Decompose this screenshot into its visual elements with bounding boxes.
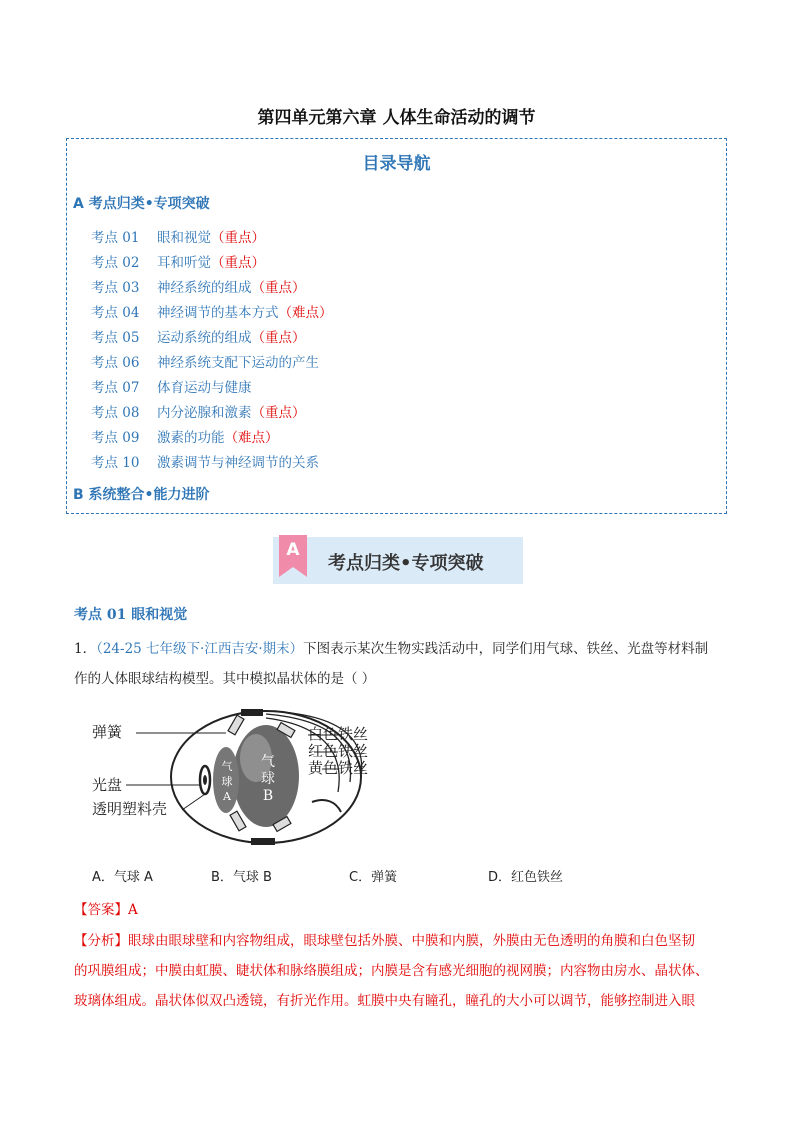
- choice-d[interactable]: D．红色铁丝: [488, 870, 564, 885]
- toc-item-05[interactable]: 考点 05 运动系统的组成（重点）: [91, 330, 306, 346]
- choice-c[interactable]: C．弹簧: [349, 870, 398, 885]
- analysis-line-2: 的巩膜组成；中膜由虹膜、睫状体和脉络膜组成；内膜是含有感光细胞的视网膜；内容物由房水、晶状体、: [74, 963, 709, 979]
- label-white-wire: 白色铁丝: [308, 725, 369, 743]
- toc-section-a[interactable]: A 考点归类•专项突破: [73, 196, 210, 212]
- toc-section-b[interactable]: B 系统整合•能力进阶: [73, 487, 210, 503]
- toc-item-01[interactable]: 考点 01 眼和视觉（重点）: [91, 230, 265, 246]
- toc-item-04[interactable]: 考点 04 神经调节的基本方式（难点）: [91, 305, 333, 321]
- toc-item-02[interactable]: 考点 02 耳和听觉（重点）: [91, 255, 265, 271]
- toc-heading: 目录导航: [362, 154, 431, 174]
- section-heading: 考点 01 眼和视觉: [74, 607, 188, 623]
- question-line-2: 作的人体眼球结构模型。其中模拟晶状体的是（ ）: [74, 671, 376, 687]
- svg-text:气: 气: [221, 760, 233, 773]
- svg-text:B: B: [262, 788, 274, 804]
- svg-text:球: 球: [221, 775, 233, 788]
- label-yellow-wire: 黄色铁丝: [308, 759, 369, 777]
- toc-item-03[interactable]: 考点 03 神经系统的组成（重点）: [91, 280, 306, 296]
- question-line-1: 1．（24-25 七年级下·江西吉安·期末）下图表示某次生物实践活动中，同学们用气球、铁丝、光盘等材料制: [74, 641, 709, 657]
- choice-a[interactable]: A．气球 A: [92, 870, 153, 885]
- question-source: （24-25 七年级下·江西吉安·期末）: [96, 641, 304, 657]
- bookmark-flag-icon: [279, 535, 307, 577]
- svg-text:A: A: [223, 790, 231, 803]
- toc-item-09[interactable]: 考点 09 激素的功能（难点）: [91, 430, 279, 446]
- toc-item-07[interactable]: 考点 07 体育运动与健康: [91, 380, 252, 396]
- choice-b[interactable]: B．气球 B: [211, 870, 272, 885]
- toc-box: [66, 138, 727, 514]
- svg-text:球: 球: [261, 771, 275, 787]
- label-disc: 光盘: [92, 776, 123, 794]
- toc-item-08[interactable]: 考点 08 内分泌腺和激素（重点）: [91, 405, 306, 421]
- toc-item-06[interactable]: 考点 06 神经系统支配下运动的产生: [91, 355, 319, 371]
- analysis-line-1: 【分析】眼球由眼球壁和内容物组成，眼球壁包括外膜、中膜和内膜，外膜由无色透明的角膜和白色坚韧: [74, 933, 695, 949]
- svg-text:气: 气: [261, 754, 275, 770]
- toc-item-10[interactable]: 考点 10 激素调节与神经调节的关系: [91, 455, 319, 471]
- label-red-wire: 红色铁丝: [308, 742, 369, 760]
- label-spring: 弹簧: [92, 723, 123, 741]
- banner-letter: A: [286, 540, 300, 560]
- banner-text: 考点归类•专项突破: [328, 553, 484, 574]
- label-shell: 透明塑料壳: [92, 800, 168, 818]
- answer-label: 【答案】A: [74, 902, 138, 918]
- analysis-line-3: 玻璃体组成。晶状体似双凸透镜，有折光作用。虹膜中央有瞳孔，瞳孔的大小可以调节，能够控制进入眼: [74, 993, 695, 1009]
- page-title: 第四单元第六章 人体生命活动的调节: [257, 108, 536, 128]
- eyeball-model-figure: [86, 702, 406, 852]
